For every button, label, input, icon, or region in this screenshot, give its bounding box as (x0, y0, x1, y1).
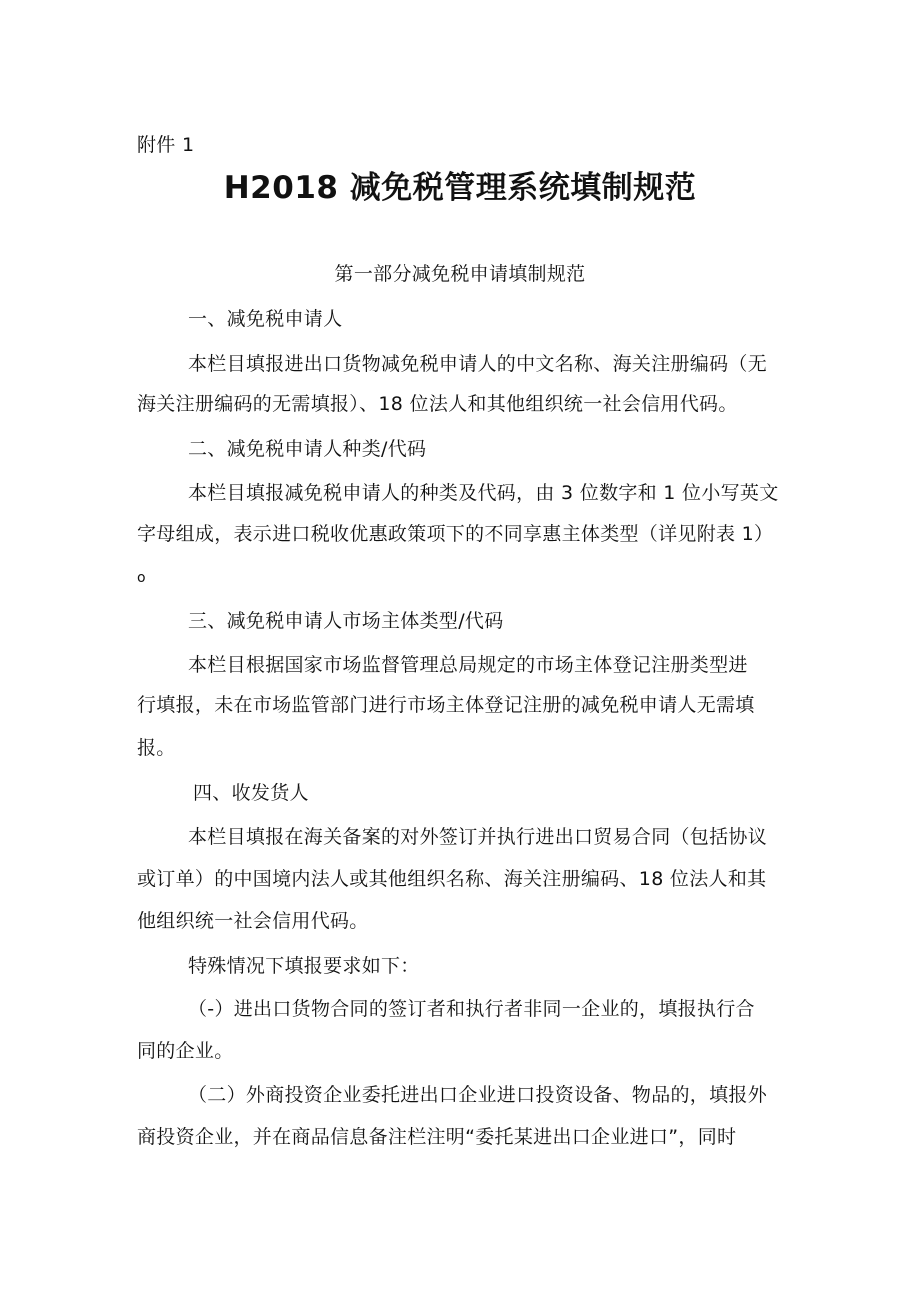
section-heading-applicant: 一、减免税申请人 (188, 308, 343, 330)
paragraph-line: 本栏目根据国家市场监督管理总局规定的市场主体登记注册类型进 (188, 654, 748, 676)
section-heading-applicant-type: 二、减免税申请人种类/代码 (188, 438, 427, 460)
paragraph-line: 本栏目填报在海关备案的对外签订并执行进出口贸易合同（包括协议 (188, 826, 768, 848)
part-title: 第一部分减免税申请填制规范 (334, 263, 586, 285)
document-title: H2018 减免税管理系统填制规范 (223, 170, 697, 206)
paragraph-line: 或订单）的中国境内法人或其他组织名称、海关注册编码、18 位法人和其 (137, 868, 767, 890)
list-item-line: 同的企业。 (137, 1040, 234, 1062)
paragraph-line: 他组织统一社会信用代码。 (137, 910, 369, 932)
paragraph-line: 字母组成，表示进口税收优惠政策项下的不同享惠主体类型（详见附表 1） (137, 523, 774, 545)
paragraph-line: 本栏目填报进出口货物减免税申请人的中文名称、海关注册编码（无 (188, 353, 768, 375)
paragraph-line: 海关注册编码的无需填报）、18 位法人和其他组织统一社会信用代码。 (137, 393, 738, 415)
list-item-line: （-）进出口货物合同的签订者和执行者非同一企业的，填报执行合 (188, 998, 755, 1020)
section-heading-market-entity-type: 三、减免税申请人市场主体类型/代码 (188, 610, 504, 632)
annex-label: 附件 1 (137, 134, 195, 156)
paragraph-line: 特殊情况下填报要求如下： (188, 955, 420, 977)
paragraph-line: o (137, 570, 146, 586)
paragraph-line: 行填报，未在市场监管部门进行市场主体登记注册的减免税申请人无需填 (137, 694, 755, 716)
paragraph-line: 本栏目填报减免税申请人的种类及代码，由 3 位数字和 1 位小写英文 (188, 482, 779, 504)
list-item-line: 商投资企业，并在商品信息备注栏注明“委托某进出口企业进口”，同时 (137, 1126, 737, 1148)
section-heading-consignee: 四、收发货人 (193, 782, 309, 804)
paragraph-line: 报。 (137, 737, 176, 759)
list-item-line: （二）外商投资企业委托进出口企业进口投资设备、物品的，填报外 (188, 1084, 768, 1106)
